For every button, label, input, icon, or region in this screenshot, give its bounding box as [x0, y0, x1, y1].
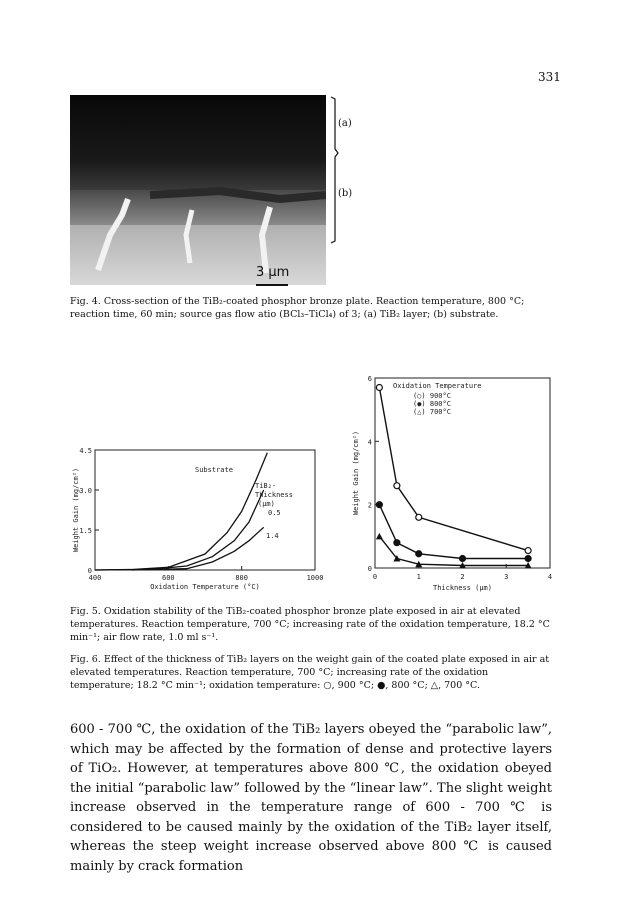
fig6-point-1-0 [376, 502, 382, 508]
scale-bar [256, 284, 288, 286]
fig6-y-tick-label: 6 [367, 375, 372, 383]
fig6-x-tick-label: 2 [460, 573, 465, 581]
fig5-y-tick-label: 1.5 [79, 527, 92, 535]
fig5-y-tick-label: 4.5 [79, 447, 92, 455]
page-number: 331 [538, 70, 561, 84]
fig6-caption: Fig. 6. Effect of the thickness of TiB₂ layers on the weight gain of the coated plate exposed in air at elevated temperatures. Reaction temperature, 700 °C; increasing rate of the oxidation temperature; 18.2 °C min⁻¹; oxidation temperature: ○, 900 °C; ●, 800 °C; △, 700 °C. [70, 654, 550, 691]
fig6-y-axis-label: Weight Gain (mg/cm²) [352, 430, 360, 516]
fig5-x-tick-label: 1000 [306, 574, 324, 582]
fig5-series-line-1 [95, 490, 264, 570]
fig6-point-0-3 [525, 548, 531, 554]
fig5-annotation-14: 1.4 [266, 532, 279, 540]
fig6-point-2-0 [376, 533, 383, 540]
fig6-legend-entry-0: (○) 900°C [413, 392, 451, 400]
micrograph-crack-overlay [70, 95, 326, 285]
fig5-y-tick-label: 3.0 [79, 487, 92, 495]
fig6-x-tick-label: 0 [372, 573, 378, 581]
layer-label-b: (b) [338, 188, 353, 199]
fig6-x-tick-label: 4 [547, 573, 553, 581]
fig5-series-line-2 [132, 527, 264, 570]
fig6-chart [350, 370, 560, 600]
fig4-caption: Fig. 4. Cross-section of the TiB₂-coated phosphor bronze plate. Reaction temperature, 800 °C; reaction time, 60 min; source gas flow atio (BCl₃–TiCl₄) of 3; (a) TiB₂ layer; (b) substrate. [70, 296, 525, 320]
fig6-series-line-2 [379, 536, 528, 565]
fig6-series-line-1 [379, 505, 528, 559]
fig6-y-tick-label: 4 [367, 438, 372, 447]
fig6-y-tick-label: 2 [367, 501, 372, 510]
scale-bar-label: 3 µm [256, 265, 290, 280]
fig5-annotation-thickness: Thickness [255, 491, 293, 499]
fig6-point-0-2 [416, 514, 422, 520]
fig5-y-tick-label: 0 [87, 567, 92, 575]
micrograph-image [70, 95, 326, 285]
fig6-legend-entry-1: (●) 800°C [413, 400, 451, 408]
fig6-plot-frame [375, 378, 550, 568]
fig5-series-line-0 [95, 453, 267, 570]
fig5-x-tick-label: 800 [235, 574, 248, 582]
fig5-annotation-substrate: Substrate [195, 466, 233, 474]
fig6-point-0-1 [394, 483, 400, 489]
fig5-caption: Fig. 5. Oxidation stability of the TiB₂-coated phosphor bronze plate exposed in air at elevated temperatures. Reaction temperature, 700 °C; increasing rate of the oxidation temperature, 18.2 °C min⁻¹; air flow rate, 1.0 ml s⁻¹. [70, 606, 550, 643]
body-paragraph: 600 - 700 ℃, the oxidation of the TiB₂ layers obeyed the “parabolic law”, which may be affected by the formation of dense and protective layers of TiO₂. However, at temperatures above 800 ℃, the oxidation obeyed the initial “parabolic law” followed by the “linear law”. The slight weight increase observed in the temperature range of 600 - 700 ℃ is considered to be caused mainly by the oxidation of the TiB₂ layer itself, whereas the steep weight increase observed above 800 ℃ is caused mainly by crack formation [70, 722, 552, 874]
fig5-annotation-05: 0.5 [268, 509, 281, 517]
fig6-y-tick-label: 0 [367, 565, 372, 573]
fig5-x-tick-label: 400 [88, 574, 102, 582]
fig5-x-tick-label: 600 [162, 574, 175, 582]
fig6-point-1-2 [416, 551, 422, 557]
fig6-point-1-1 [394, 540, 400, 546]
fig6-point-1-4 [525, 556, 531, 562]
layer-label-a: (a) [338, 118, 352, 129]
fig5-y-axis-label: Weight Gain (mg/cm²) [72, 467, 80, 553]
fig6-legend-entry-2: (△) 700°C [413, 408, 451, 416]
fig6-legend-title: Oxidation Temperature [393, 382, 482, 390]
fig6-x-axis-label: Thickness (µm) [432, 584, 493, 592]
fig5-chart [70, 440, 330, 600]
fig6-series-line-0 [379, 388, 528, 551]
fig6-x-tick-label: 3 [504, 573, 509, 581]
fig6-point-1-3 [460, 556, 466, 562]
fig6-point-0-0 [376, 385, 382, 391]
fig6-x-tick-label: 1 [416, 573, 421, 581]
fig5-x-axis-label: Oxidation Temperature (°C) [150, 583, 260, 591]
fig5-annotation-tib2: TiB₂- [255, 482, 277, 490]
fig5-annotation-unit: (µm) [258, 500, 275, 508]
